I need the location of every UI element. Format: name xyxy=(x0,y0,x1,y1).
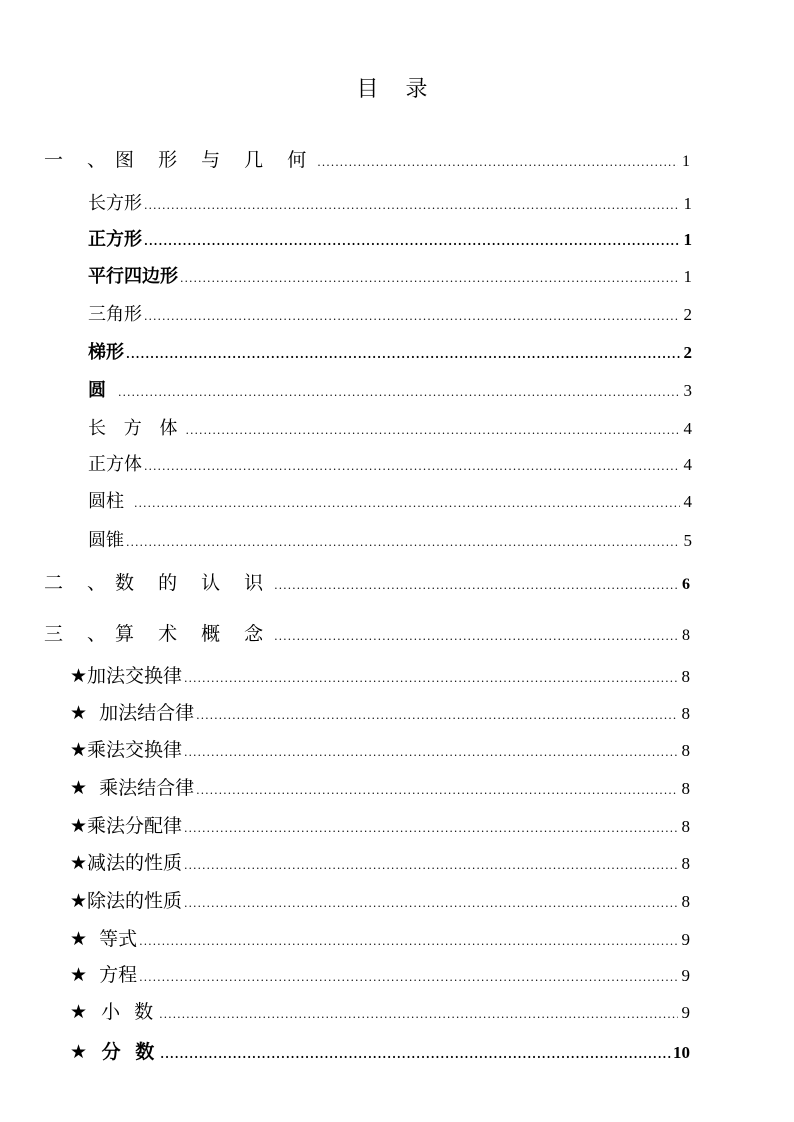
leader-dots xyxy=(134,489,680,519)
toc-page-number: 8 xyxy=(682,627,690,644)
leader-dots xyxy=(160,1040,671,1070)
toc-page-number: 9 xyxy=(681,930,690,949)
toc-entry-label: 长方形 xyxy=(88,193,142,214)
toc-entry[interactable] xyxy=(88,262,692,292)
toc-entry[interactable] xyxy=(70,811,690,841)
toc-entry-label: 三角形 xyxy=(88,304,142,325)
toc-entry-label: 梯形 xyxy=(88,342,124,363)
toc-page-number: 8 xyxy=(681,779,690,798)
toc-section-arithmetic[interactable] xyxy=(44,619,690,649)
toc-page-number: 1 xyxy=(683,194,692,213)
toc-entry[interactable] xyxy=(70,997,690,1027)
toc-page-number: 10 xyxy=(673,1043,690,1062)
toc-entry-label: ★ 乘法结合律 xyxy=(70,777,195,799)
toc-entry-label: 正方形 xyxy=(88,229,142,250)
toc-entry[interactable] xyxy=(70,661,690,691)
leader-dots xyxy=(159,1000,678,1030)
toc-entry[interactable] xyxy=(88,225,692,255)
toc-entry-label: ★ 加法结合律 xyxy=(70,702,195,724)
leader-dots xyxy=(180,264,680,294)
toc-page-number: 8 xyxy=(681,892,690,911)
leader-dots xyxy=(274,571,678,601)
leader-dots xyxy=(126,340,680,370)
toc-entry[interactable] xyxy=(70,924,690,954)
toc-page-number: 2 xyxy=(683,343,692,362)
toc-entry[interactable] xyxy=(88,450,692,480)
toc-entry-label: ★加法交换律 xyxy=(70,665,183,687)
toc-entry-label: 圆锥 xyxy=(88,530,124,551)
toc-page-number: 4 xyxy=(683,419,692,438)
toc-entry-label: ★乘法交换律 xyxy=(70,739,183,761)
toc-entry-label: ★ 分 数 xyxy=(70,1041,159,1063)
toc-page-number: 9 xyxy=(681,966,690,985)
toc-entry[interactable] xyxy=(70,848,690,878)
toc-page-number: 8 xyxy=(681,817,690,836)
toc-entry-label: 正方体 xyxy=(88,454,142,475)
toc-page-number: 8 xyxy=(681,667,690,686)
toc-section-numbers[interactable] xyxy=(44,568,690,598)
toc-section-label: 二 、数 的 认 识 xyxy=(44,572,273,594)
toc-entry-label: 圆 xyxy=(88,380,106,401)
leader-dots xyxy=(139,927,678,957)
toc-page-number: 6 xyxy=(682,576,690,593)
toc-entry-label: ★减法的性质 xyxy=(70,852,183,874)
toc-section-geometry[interactable] xyxy=(44,145,690,175)
toc-title: 目 录 xyxy=(356,77,438,102)
leader-dots xyxy=(196,776,678,806)
toc-page-number: 4 xyxy=(683,492,692,511)
toc-page-number: 1 xyxy=(683,230,692,249)
leader-dots xyxy=(184,851,678,881)
leader-dots xyxy=(118,378,680,408)
toc-entry-label: ★ 方程 xyxy=(70,964,138,986)
toc-page-number: 8 xyxy=(681,854,690,873)
toc-entry[interactable] xyxy=(70,886,690,916)
leader-dots xyxy=(184,814,678,844)
toc-entry[interactable] xyxy=(88,526,692,556)
leader-dots xyxy=(144,227,680,257)
toc-entry-label: ★除法的性质 xyxy=(70,890,183,912)
leader-dots xyxy=(274,622,678,652)
leader-dots xyxy=(184,738,678,768)
leader-dots xyxy=(144,452,680,482)
toc-section-label: 三 、算 术 概 念 xyxy=(44,623,273,645)
toc-page-number: 3 xyxy=(683,381,692,400)
toc-entry[interactable] xyxy=(88,487,692,517)
toc-page-number: 8 xyxy=(681,704,690,723)
toc-entry-label: ★ 等式 xyxy=(70,928,138,950)
toc-entry-label: 长 方 体 xyxy=(88,418,184,439)
toc-entry[interactable] xyxy=(88,300,692,330)
toc-entry[interactable] xyxy=(88,376,692,406)
toc-entry-label: ★乘法分配律 xyxy=(70,815,183,837)
leader-dots xyxy=(185,416,680,446)
toc-entry-label: 平行四边形 xyxy=(88,266,178,287)
toc-entry[interactable] xyxy=(88,414,692,444)
leader-dots xyxy=(144,302,680,332)
leader-dots xyxy=(139,963,678,993)
toc-page-number: 4 xyxy=(683,455,692,474)
toc-section-label: 一 、图 形 与 几 何 xyxy=(44,149,316,171)
leader-dots xyxy=(184,664,678,694)
toc-entry[interactable] xyxy=(70,1037,690,1067)
toc-entry[interactable] xyxy=(70,773,690,803)
toc-page-number: 1 xyxy=(682,153,690,170)
toc-page-number: 9 xyxy=(681,1003,690,1022)
toc-entry[interactable] xyxy=(70,698,690,728)
toc-entry[interactable] xyxy=(70,960,690,990)
toc-page-number: 1 xyxy=(683,267,692,286)
leader-dots xyxy=(317,148,678,178)
toc-entry-label: ★ 小 数 xyxy=(70,1001,158,1023)
toc-page-number: 2 xyxy=(683,305,692,324)
toc-entry[interactable] xyxy=(88,338,692,368)
leader-dots xyxy=(126,528,680,558)
toc-entry[interactable] xyxy=(88,189,692,219)
leader-dots xyxy=(196,701,678,731)
toc-page-number: 5 xyxy=(683,531,692,550)
leader-dots xyxy=(144,191,680,221)
toc-entry[interactable] xyxy=(70,735,690,765)
leader-dots xyxy=(184,889,678,919)
toc-page-number: 8 xyxy=(681,741,690,760)
toc-entry-label: 圆柱 xyxy=(88,491,124,512)
